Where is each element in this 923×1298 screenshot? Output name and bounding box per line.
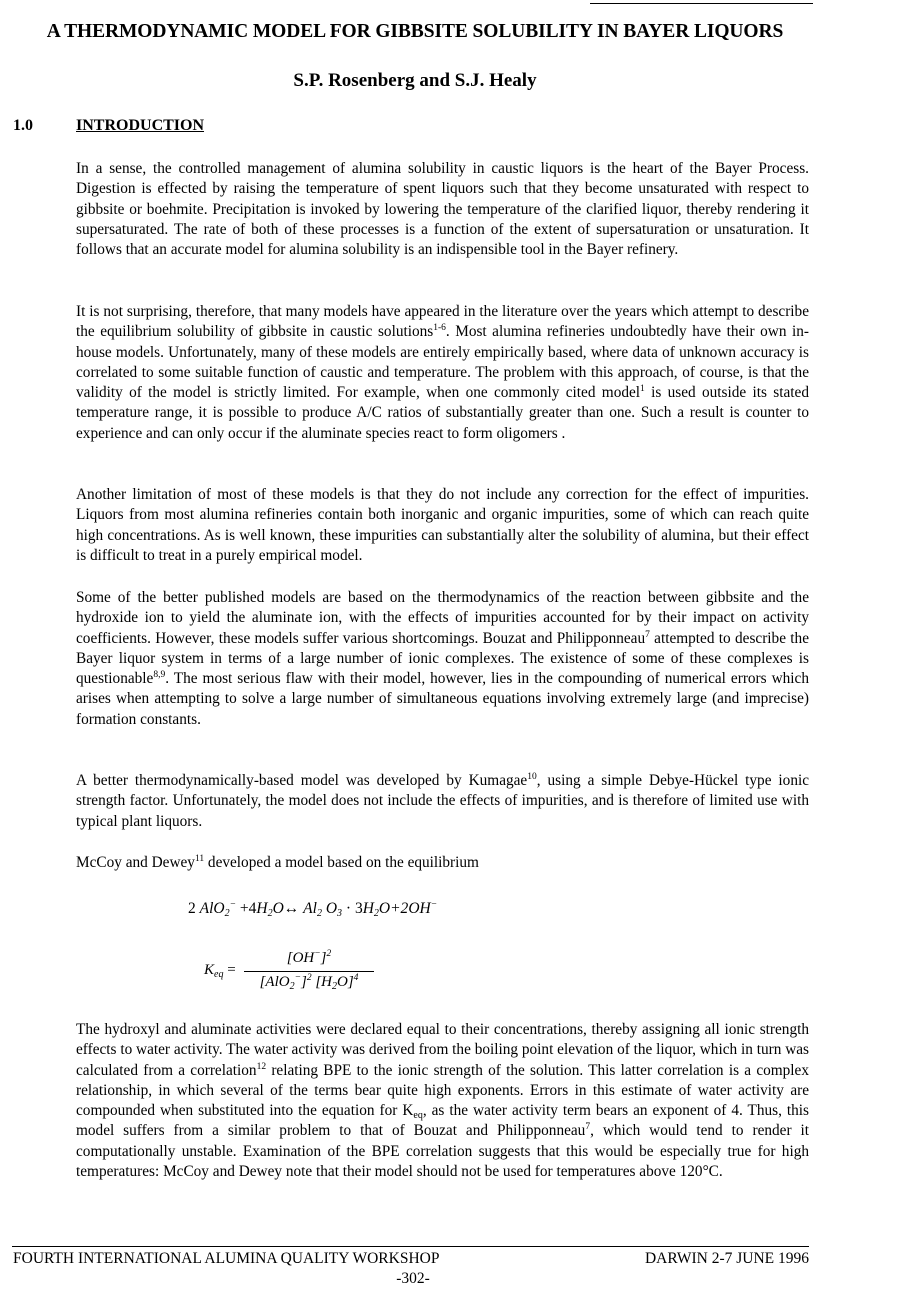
keq-numerator: $[OH^-]^2$	[286, 949, 332, 966]
section-number: 1.0	[13, 117, 33, 134]
citation: 11	[194, 854, 205, 864]
equilibrium-equation: 2 $AlO_2^- +4H_2O\leftrightarrow$ $Al_2$ $O_3 \cdot 3H_2O+2OH^-$	[188, 900, 438, 919]
top-rule	[590, 3, 813, 4]
citation: 1-6	[433, 323, 446, 334]
keq-denominator: $[AlO_2^-]^2$ $[H_2O]^4$	[259, 973, 359, 992]
paper-title: A THERMODYNAMIC MODEL FOR GIBBSITE SOLUBILITY IN BAYER LIQUORS	[46, 21, 784, 42]
paragraph-7: The hydroxyl and aluminate activities were declared equal to their concentrations, thereby assigning all ionic strength effects to water activity. The water activity was derived from the boiling point elevation of the liquor, which in turn was calculated from a correlation$^{12}$ relating BPE to the ionic strength of the solution. This latter correlation is a complex relationship, in which several of the terms bear quite high exponents. Errors in this estimate of water activity are compounded when substituted into the equation for $K_{eq}$, as the water activity term bears an exponent of 4. Thus, this model suffers from a similar problem to that of Bouzat and Philipponneau$^7$, which would tend to render it computationally unstable. Examination of the BPE correlation suggests that this would be especially true for high temperatures: McCoy and Dewey note that their model should not be used for temperatures above 120°C.	[76, 1021, 810, 1181]
paragraph-5: A better thermodynamically-based model was developed by Kumagae$^{10}$, using a simple Debye-Hückel type ionic strength factor. Unfortunately, the model does not include the effects of impurities, and is therefore of limited use with typical plant liquors.	[76, 772, 810, 830]
paragraph-6: McCoy and Dewey$^{11}$ developed a model based on the equilibrium	[76, 854, 479, 871]
citation: 8,9	[153, 670, 166, 681]
citation: 10	[527, 772, 537, 782]
citation: 1	[640, 384, 645, 395]
footer-rule	[12, 1246, 809, 1247]
paragraph-1: In a sense, the controlled management of alumina solubility in caustic liquors is the heart of the Bayer Process. Digestion is effected by raising the temperature of spent liquors such that they become unsaturated with respect to gibbsite or boehmite. Precipitation is invoked by lowering the temperature of the clarified liquor, thereby rendering it supersaturated. The rate of both of these processes is a function of the extent of supersaturation or unsaturation. It follows that an accurate model for alumina solubility is an indispensible tool in the Bayer refinery.	[76, 160, 809, 259]
paragraph-3: Another limitation of most of these models is that they do not include any correction for the effect of impurities. Liquors from most alumina refineries contain both inorganic and organic impurities, some of which can reach quite high concentrations. As is well known, these impurities can substantially alter the solubility of alumina, but their effect is difficult to treat in a purely empirical model.	[76, 486, 809, 564]
section-title: INTRODUCTION	[76, 117, 205, 134]
paragraph-2: It is not surprising, therefore, that many models have appeared in the literature over the years which attempt to describe the equilibrium solubility of gibbsite in caustic solutions$^{1-6}$. Most alumina refineries undoubtedly have their own in-house models. Unfortunately, many of these models are entirely empirically based, where data of unknown accuracy is correlated to some suitable function of caustic and temperature. The problem with this approach, of course, is that the validity of the model is strictly limited. For example, when one commonly cited model$^1$ is used outside its stated temperature range, it is possible to produce A/C ratios of substantially greater than one. Such a result is counter to experience and can only occur if the aluminate species react to form oligomers .	[76, 303, 809, 442]
paragraph-4: Some of the better published models are based on the thermodynamics of the reaction between gibbsite and the hydroxide ion to yield the aluminate ion, with the effects of impurities accounted for by their impact on activity coefficients. However, these models suffer various shortcomings. Bouzat and Philipponneau$^7$ attempted to describe the Bayer liquor system in terms of a large number of ionic complexes. The existence of some of these complexes is questionable$^{8,9}$. The most serious flaw with their model, however, lies in the compounding of numerical errors which arises when attempting to solve a large number of simultaneous equations involving extremely large (and imprecise) formation constants.	[76, 589, 809, 728]
citation: 7	[585, 1122, 591, 1133]
footer-workshop: FOURTH INTERNATIONAL ALUMINA QUALITY WORKSHOP	[13, 1250, 440, 1267]
page-number: -302-	[396, 1270, 430, 1287]
fraction-bar	[244, 971, 374, 972]
paper-authors: S.P. Rosenberg and S.J. Healy	[293, 70, 537, 91]
footer-location-date: DARWIN 2-7 JUNE 1996	[644, 1250, 809, 1267]
citation: 7	[645, 629, 650, 640]
citation: 12	[256, 1061, 267, 1072]
